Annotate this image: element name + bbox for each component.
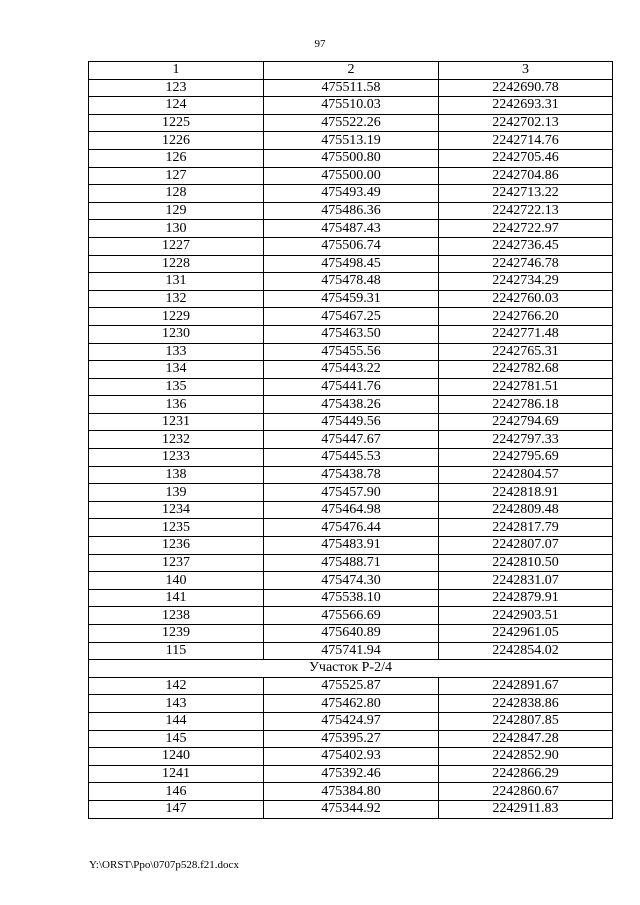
table-row xyxy=(89,325,613,343)
cell-y-coordinate: 2242804.57 xyxy=(439,466,613,484)
table-row xyxy=(89,501,613,519)
cell-y-coordinate: 2242797.33 xyxy=(439,431,613,449)
table-row xyxy=(89,554,613,572)
table-row xyxy=(89,677,613,695)
cell-y-coordinate: 2242736.45 xyxy=(439,237,613,255)
cell-y-coordinate: 2242734.29 xyxy=(439,273,613,291)
cell-y-coordinate: 2242702.13 xyxy=(439,114,613,132)
table-row xyxy=(89,343,613,361)
cell-x-coordinate: 475640.89 xyxy=(264,625,439,643)
table-row xyxy=(89,642,613,660)
table-body xyxy=(89,79,613,660)
cell-y-coordinate: 2242795.69 xyxy=(439,449,613,467)
cell-point-number: 143 xyxy=(89,695,264,713)
table-row xyxy=(89,695,613,713)
cell-x-coordinate: 475498.45 xyxy=(264,255,439,273)
cell-point-number: 1235 xyxy=(89,519,264,537)
table-row xyxy=(89,185,613,203)
cell-y-coordinate: 2242690.78 xyxy=(439,79,613,97)
table-row xyxy=(89,537,613,555)
cell-x-coordinate: 475438.78 xyxy=(264,466,439,484)
cell-point-number: 146 xyxy=(89,783,264,801)
cell-point-number: 1234 xyxy=(89,501,264,519)
table-row xyxy=(89,730,613,748)
cell-y-coordinate: 2242866.29 xyxy=(439,765,613,783)
table-row xyxy=(89,237,613,255)
table-row xyxy=(89,396,613,414)
cell-y-coordinate: 2242782.68 xyxy=(439,361,613,379)
cell-point-number: 147 xyxy=(89,800,264,818)
cell-x-coordinate: 475513.19 xyxy=(264,132,439,150)
table-row xyxy=(89,114,613,132)
cell-x-coordinate: 475506.74 xyxy=(264,237,439,255)
page-number: 97 xyxy=(314,38,326,50)
cell-y-coordinate: 2242705.46 xyxy=(439,149,613,167)
cell-y-coordinate: 2242810.50 xyxy=(439,554,613,572)
cell-y-coordinate: 2242713.22 xyxy=(439,185,613,203)
table-row xyxy=(89,607,613,625)
cell-y-coordinate: 2242838.86 xyxy=(439,695,613,713)
table-row xyxy=(89,378,613,396)
cell-x-coordinate: 475402.93 xyxy=(264,748,439,766)
section-table-body xyxy=(89,677,613,818)
table-row xyxy=(89,800,613,818)
cell-point-number: 133 xyxy=(89,343,264,361)
cell-x-coordinate: 475474.30 xyxy=(264,572,439,590)
cell-point-number: 127 xyxy=(89,167,264,185)
cell-x-coordinate: 475424.97 xyxy=(264,712,439,730)
table-header-row xyxy=(89,62,613,80)
cell-point-number: 134 xyxy=(89,361,264,379)
cell-x-coordinate: 475462.80 xyxy=(264,695,439,713)
cell-point-number: 1225 xyxy=(89,114,264,132)
cell-y-coordinate: 2242961.05 xyxy=(439,625,613,643)
cell-y-coordinate: 2242722.13 xyxy=(439,202,613,220)
cell-x-coordinate: 475510.03 xyxy=(264,97,439,115)
cell-y-coordinate: 2242766.20 xyxy=(439,308,613,326)
cell-x-coordinate: 475384.80 xyxy=(264,783,439,801)
cell-point-number: 1241 xyxy=(89,765,264,783)
cell-y-coordinate: 2242818.91 xyxy=(439,484,613,502)
cell-point-number: 1228 xyxy=(89,255,264,273)
cell-point-number: 132 xyxy=(89,290,264,308)
cell-y-coordinate: 2242771.48 xyxy=(439,325,613,343)
cell-y-coordinate: 2242879.91 xyxy=(439,589,613,607)
column-header-y: 3 xyxy=(439,62,613,80)
cell-point-number: 138 xyxy=(89,466,264,484)
cell-x-coordinate: 475395.27 xyxy=(264,730,439,748)
cell-x-coordinate: 475478.48 xyxy=(264,273,439,291)
table-row xyxy=(89,519,613,537)
cell-x-coordinate: 475538.10 xyxy=(264,589,439,607)
coordinates-table xyxy=(88,61,613,819)
section-header-row xyxy=(89,660,613,678)
table-row xyxy=(89,255,613,273)
cell-y-coordinate: 2242807.07 xyxy=(439,537,613,555)
cell-x-coordinate: 475445.53 xyxy=(264,449,439,467)
cell-point-number: 1240 xyxy=(89,748,264,766)
table-row xyxy=(89,449,613,467)
cell-point-number: 1238 xyxy=(89,607,264,625)
cell-y-coordinate: 2242903.51 xyxy=(439,607,613,625)
cell-x-coordinate: 475500.80 xyxy=(264,149,439,167)
table-row xyxy=(89,431,613,449)
table-row xyxy=(89,167,613,185)
table-row xyxy=(89,290,613,308)
table-row xyxy=(89,220,613,238)
cell-x-coordinate: 475511.58 xyxy=(264,79,439,97)
cell-y-coordinate: 2242704.86 xyxy=(439,167,613,185)
cell-point-number: 141 xyxy=(89,589,264,607)
cell-y-coordinate: 2242714.76 xyxy=(439,132,613,150)
table-row xyxy=(89,783,613,801)
cell-point-number: 1227 xyxy=(89,237,264,255)
cell-y-coordinate: 2242860.67 xyxy=(439,783,613,801)
cell-point-number: 130 xyxy=(89,220,264,238)
cell-y-coordinate: 2242809.48 xyxy=(439,501,613,519)
cell-y-coordinate: 2242693.31 xyxy=(439,97,613,115)
cell-x-coordinate: 475464.98 xyxy=(264,501,439,519)
cell-y-coordinate: 2242786.18 xyxy=(439,396,613,414)
cell-point-number: 1236 xyxy=(89,537,264,555)
cell-y-coordinate: 2242722.97 xyxy=(439,220,613,238)
cell-point-number: 1239 xyxy=(89,625,264,643)
table-row xyxy=(89,132,613,150)
column-header-x: 2 xyxy=(264,62,439,80)
cell-point-number: 1231 xyxy=(89,413,264,431)
cell-x-coordinate: 475525.87 xyxy=(264,677,439,695)
cell-x-coordinate: 475522.26 xyxy=(264,114,439,132)
cell-point-number: 129 xyxy=(89,202,264,220)
footer-file-path: Y:\ORST\Ppo\0707p528.f21.docx xyxy=(89,859,239,871)
cell-point-number: 131 xyxy=(89,273,264,291)
table-row xyxy=(89,625,613,643)
cell-point-number: 1230 xyxy=(89,325,264,343)
table-row xyxy=(89,589,613,607)
cell-point-number: 135 xyxy=(89,378,264,396)
table-row xyxy=(89,361,613,379)
cell-y-coordinate: 2242817.79 xyxy=(439,519,613,537)
cell-x-coordinate: 475487.43 xyxy=(264,220,439,238)
table-row xyxy=(89,79,613,97)
table-row xyxy=(89,413,613,431)
cell-y-coordinate: 2242807.85 xyxy=(439,712,613,730)
cell-point-number: 1232 xyxy=(89,431,264,449)
cell-point-number: 124 xyxy=(89,97,264,115)
cell-x-coordinate: 475447.67 xyxy=(264,431,439,449)
cell-point-number: 1233 xyxy=(89,449,264,467)
section-title: Участок Р-2/4 xyxy=(89,660,613,678)
cell-x-coordinate: 475392.46 xyxy=(264,765,439,783)
cell-point-number: 115 xyxy=(89,642,264,660)
cell-point-number: 123 xyxy=(89,79,264,97)
cell-x-coordinate: 475500.00 xyxy=(264,167,439,185)
table-row xyxy=(89,484,613,502)
table-row xyxy=(89,748,613,766)
cell-y-coordinate: 2242911.83 xyxy=(439,800,613,818)
cell-x-coordinate: 475566.69 xyxy=(264,607,439,625)
cell-x-coordinate: 475455.56 xyxy=(264,343,439,361)
table-row xyxy=(89,202,613,220)
cell-x-coordinate: 475344.92 xyxy=(264,800,439,818)
cell-point-number: 144 xyxy=(89,712,264,730)
cell-point-number: 136 xyxy=(89,396,264,414)
table-row xyxy=(89,308,613,326)
column-header-point: 1 xyxy=(89,62,264,80)
cell-x-coordinate: 475486.36 xyxy=(264,202,439,220)
cell-x-coordinate: 475467.25 xyxy=(264,308,439,326)
cell-point-number: 1237 xyxy=(89,554,264,572)
table-row xyxy=(89,149,613,167)
cell-y-coordinate: 2242852.90 xyxy=(439,748,613,766)
table-row xyxy=(89,97,613,115)
cell-x-coordinate: 475493.49 xyxy=(264,185,439,203)
cell-y-coordinate: 2242746.78 xyxy=(439,255,613,273)
cell-y-coordinate: 2242765.31 xyxy=(439,343,613,361)
table-row xyxy=(89,273,613,291)
cell-x-coordinate: 475463.50 xyxy=(264,325,439,343)
cell-point-number: 145 xyxy=(89,730,264,748)
cell-y-coordinate: 2242891.67 xyxy=(439,677,613,695)
table-row xyxy=(89,466,613,484)
section-header-group xyxy=(89,660,613,678)
cell-x-coordinate: 475476.44 xyxy=(264,519,439,537)
cell-y-coordinate: 2242847.28 xyxy=(439,730,613,748)
cell-x-coordinate: 475449.56 xyxy=(264,413,439,431)
cell-x-coordinate: 475438.26 xyxy=(264,396,439,414)
cell-y-coordinate: 2242781.51 xyxy=(439,378,613,396)
cell-x-coordinate: 475483.91 xyxy=(264,537,439,555)
cell-point-number: 139 xyxy=(89,484,264,502)
cell-point-number: 142 xyxy=(89,677,264,695)
cell-point-number: 1226 xyxy=(89,132,264,150)
cell-x-coordinate: 475441.76 xyxy=(264,378,439,396)
cell-x-coordinate: 475488.71 xyxy=(264,554,439,572)
table-row xyxy=(89,572,613,590)
cell-x-coordinate: 475741.94 xyxy=(264,642,439,660)
cell-x-coordinate: 475443.22 xyxy=(264,361,439,379)
cell-y-coordinate: 2242794.69 xyxy=(439,413,613,431)
cell-y-coordinate: 2242831.07 xyxy=(439,572,613,590)
table-row xyxy=(89,765,613,783)
cell-x-coordinate: 475457.90 xyxy=(264,484,439,502)
cell-y-coordinate: 2242760.03 xyxy=(439,290,613,308)
cell-x-coordinate: 475459.31 xyxy=(264,290,439,308)
table-row xyxy=(89,712,613,730)
cell-point-number: 126 xyxy=(89,149,264,167)
cell-point-number: 128 xyxy=(89,185,264,203)
cell-point-number: 140 xyxy=(89,572,264,590)
cell-point-number: 1229 xyxy=(89,308,264,326)
cell-y-coordinate: 2242854.02 xyxy=(439,642,613,660)
